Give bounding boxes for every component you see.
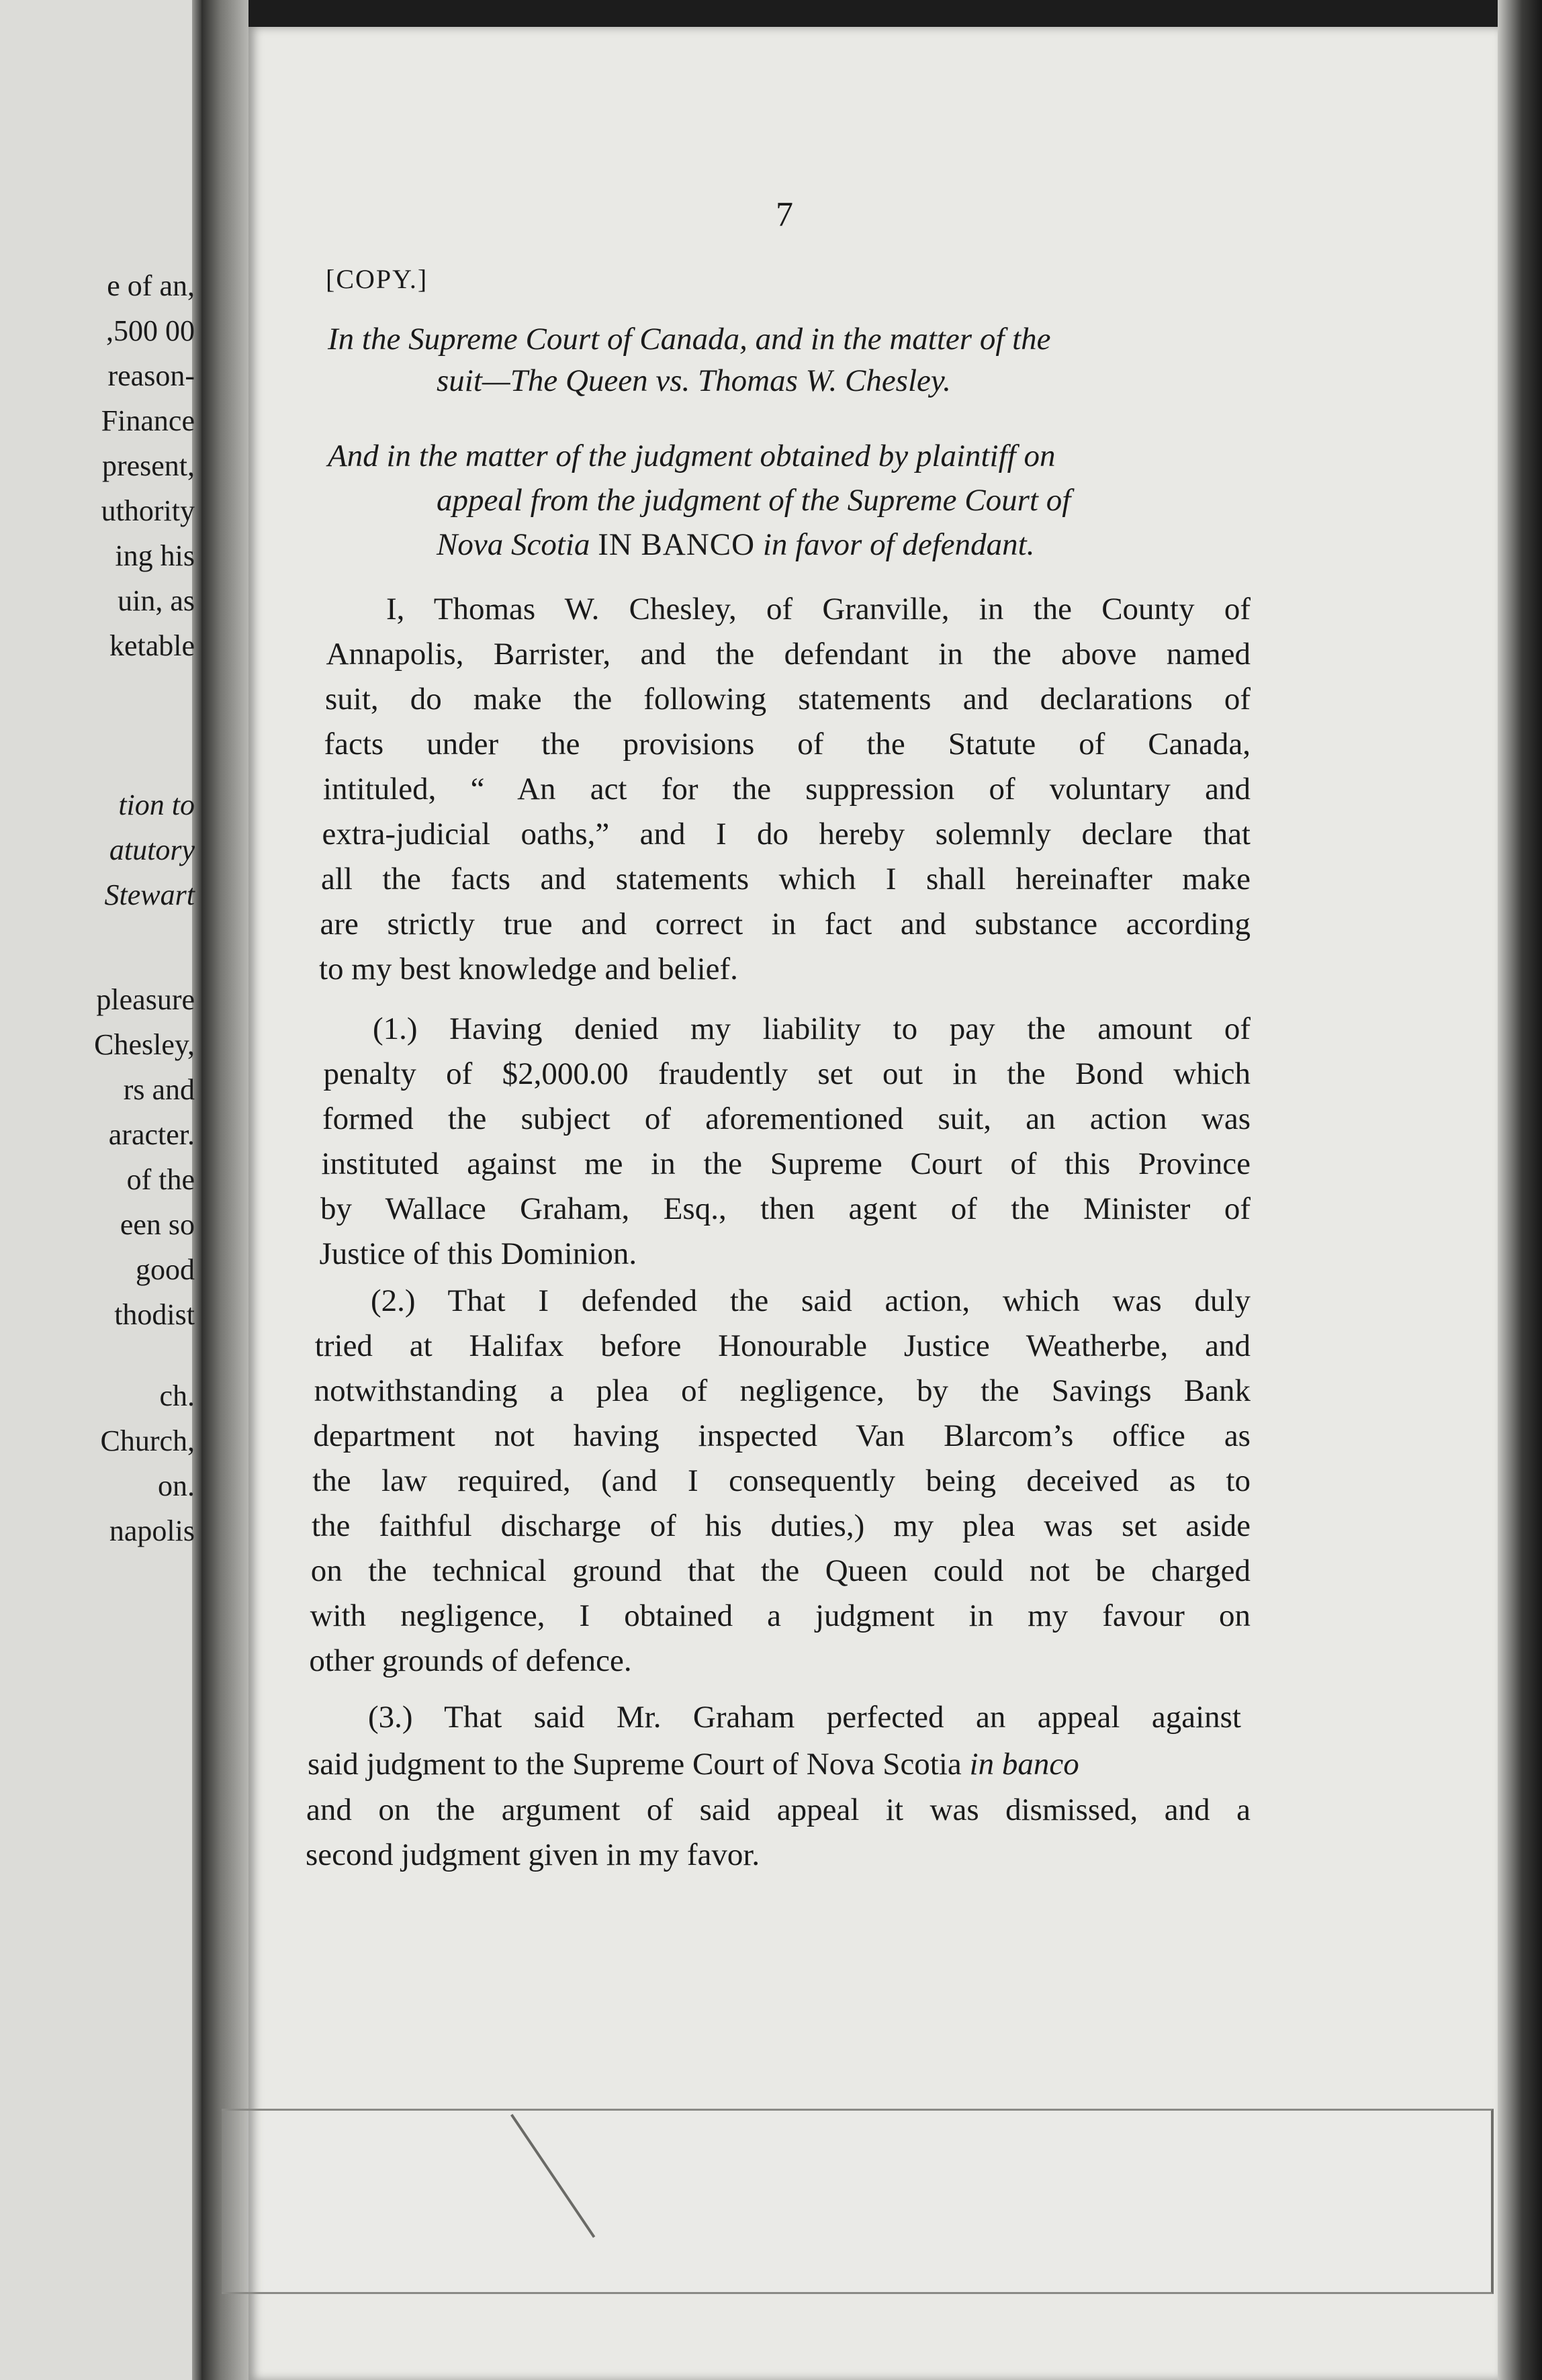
text-line: other grounds of defence. [309,1643,632,1678]
text-line: intituled, “ An act for the suppression of voluntary and [323,772,1251,807]
left-page-line: rs and [123,1073,195,1106]
left-page-line: Church, [100,1424,195,1457]
text-line: notwithstanding a plea of negligence, by the Savings Bank [314,1373,1251,1408]
left-page-text-block-italic [0,782,195,917]
left-page-line: good [136,1253,195,1286]
text-line: tried at Halifax before Honourable Justice Weatherbe, and [314,1328,1251,1363]
text-line: are strictly true and correct in fact and substance according [320,907,1251,942]
left-page-line: uin, as [118,584,195,617]
text-line: (1.) Having denied my liability to pay the amount of [373,1011,1251,1046]
left-page-text-block-middle [0,977,195,1337]
caption-in-favor: in favor of defendant. [762,527,1035,562]
left-page-line: ketable [109,629,195,662]
text-line: (2.) That I defended the said action, which was duly [371,1283,1251,1318]
case-caption-line-2: suit—The Queen vs. Thomas W. Chesley. [437,363,951,398]
left-page-line: e of an, [107,269,195,302]
left-page-line: pleasure [96,983,195,1016]
left-page-text-block-top [0,263,195,668]
text-line: facts under the provisions of the Statute of Canada, [324,727,1251,762]
left-page-line: thodist [114,1298,195,1331]
left-page-line: Finance [101,404,195,437]
caption-nova-scotia: Nova Scotia [437,527,590,562]
folded-page-corner [222,2109,1494,2294]
book-gutter [201,0,248,2380]
left-page-line: aracter. [108,1118,195,1151]
left-page-line: tion to [118,788,195,821]
page-number: 7 [776,195,793,234]
text-line: second judgment given in my favor. [306,1837,760,1872]
left-page-line: napolis [109,1514,195,1547]
left-page-line: reason- [107,359,195,392]
paragraph-3-line-2 [308,1746,1079,1782]
left-page-line: of the [126,1163,195,1196]
text-line: with negligence, I obtained a judgment in my favour on [310,1598,1251,1633]
text-line: I, Thomas W. Chesley, of Granville, in the County of [386,592,1251,627]
left-page-line: ing his [115,539,195,572]
text-line: department not having inspected Van Blarcom’s office as [313,1418,1251,1453]
left-page-line: ,500 00 [106,314,195,347]
text-line: the faithful discharge of his duties,) my plea was set aside [312,1508,1251,1543]
left-page-line: uthority [101,494,195,527]
text-line: by Wallace Graham, Esq., then agent of the Minister of [320,1191,1251,1226]
text-line: and on the argument of said appeal it was dismissed, and a [306,1792,1251,1827]
judgment-caption-line-1: And in the matter of the judgment obtained by plaintiff on [328,439,1056,473]
text-line: to my best knowledge and belief. [319,952,738,987]
text-line: penalty of $2,000.00 fraudently set out in the Bond which [323,1056,1251,1091]
left-page-line: atutory [109,833,195,866]
paragraph-3-line-1: (3.) That said Mr. Graham perfected an appeal against [368,1700,1241,1735]
text-line: extra-judicial oaths,” and I do hereby solemnly declare that [322,817,1251,852]
case-caption-line-1: In the Supreme Court of Canada, and in the matter of the [328,322,1051,357]
text-line: on the technical ground that the Queen could not be charged [310,1553,1251,1588]
left-page-line: on. [158,1469,195,1502]
left-page-line: ch. [159,1379,195,1412]
text-line: Annapolis, Barrister, and the defendant in the above named [326,637,1251,672]
left-facing-page [0,0,201,2380]
left-page-line: present, [101,449,195,482]
copy-mark: [COPY.] [326,264,428,294]
caption-in-banco: IN BANCO [598,527,756,562]
judgment-caption-line-3 [437,527,1034,563]
left-page-line: een so [120,1208,195,1241]
judgment-caption-line-2: appeal from the judgment of the Supreme Court of [437,483,1071,518]
right-page-edge-shadow [1498,0,1542,2380]
text-line: Justice of this Dominion. [319,1236,637,1271]
text-line: instituted against me in the Supreme Court of this Province [321,1146,1251,1181]
text-line: suit, do make the following statements and declarations of [325,682,1251,717]
left-page-line: Stewart [104,878,195,911]
left-page-line: Chesley, [94,1028,195,1061]
paragraph-3-line-2-text: said judgment to the Supreme Court of Nova Scotia [308,1747,962,1782]
text-line: all the facts and statements which I shall hereinafter make [321,862,1251,897]
paragraph-3-in-banco: in banco [969,1747,1079,1782]
left-page-text-block-bottom [0,1373,195,1553]
text-line: formed the subject of aforementioned suit, an action was [322,1101,1251,1136]
text-line: the law required, (and I consequently being deceived as to [312,1463,1251,1498]
